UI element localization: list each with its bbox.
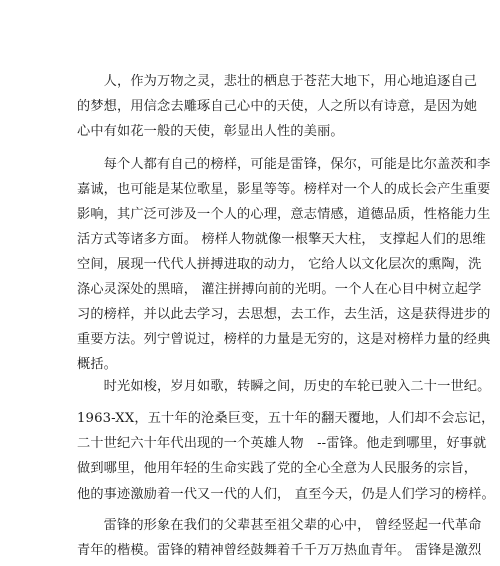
text-line: 心中有如花一般的天使，彰显出人性的美丽。 (77, 124, 344, 139)
paragraph-lei-feng-intro (77, 406, 495, 481)
text-line: 他的事迹激励着一代又一代的人们， 直至今天，仍是人们学习的榜样。 (77, 487, 495, 502)
text-line: 时光如梭，岁月如歌，转瞬之间，历史的车轮已驶入二十一世纪。 (77, 379, 491, 394)
paragraph-intro (77, 69, 478, 144)
text-line: 二十世纪六十年代出现的一个英雄人物 --雷锋。他走到哪里，好事就 (77, 436, 487, 451)
text-line: 活方式等诸多方面。 榜样人物就像一根擎天大柱， 支撑起人们的思维 (77, 232, 486, 247)
text-line: 的梦想，用信念去雕琢自己心中的天使，人之所以有诗意，是因为她 (77, 99, 478, 114)
text-line: 雷锋的形象在我们的父辈甚至祖父辈的心中， 曾经竖起一代革命 (77, 518, 482, 533)
paragraph-lei-feng-image (77, 513, 482, 563)
text-line: 影响，其广泛可涉及一个人的心理，意志情感，道德品质，性格能力生 (77, 207, 491, 222)
text-line: 每个人都有自己的榜样，可能是雷锋，保尔，可能是比尔盖茨和李 (77, 157, 491, 172)
text-line: 习的榜样，并以此去学习，去思想，去工作，去生活，这是获得进步的 (77, 307, 491, 322)
text-line: 空间，展现一代代人拼搏进取的动力， 它给人以文化层次的熏陶，洗 (77, 257, 482, 272)
text-line: 涤心灵深处的黑暗， 灌注拼搏向前的光明。一个人在心目中树立起学 (77, 282, 482, 297)
text-line: 青年的楷模。雷锋的精神曾经鼓舞着千千万万热血青年。 雷锋是激烈 (77, 543, 482, 558)
text-line: 1963-XX，五十年的沧桑巨变，五十年的翻天覆地，人们却不会忘记， (77, 411, 495, 426)
text-line: 人，作为万物之灵，悲壮的栖息于苍茫大地下，用心地追逐自己 (77, 74, 478, 89)
paragraph-time (77, 374, 491, 399)
text-line: 重要方法。列宁曾说过，榜样的力量是无穷的，这是对榜样力量的经典 (77, 332, 491, 347)
paragraph-inspiration (77, 482, 495, 507)
paragraph-role-models (77, 152, 491, 377)
text-line: 概括。 (77, 357, 118, 372)
text-line: 嘉诚，也可能是某位歌星，影星等等。榜样对一个人的成长会产生重要 (77, 182, 491, 197)
text-line: 做到哪里，他用年轻的生命实践了党的全心全意为人民服务的宗旨， (77, 461, 478, 476)
